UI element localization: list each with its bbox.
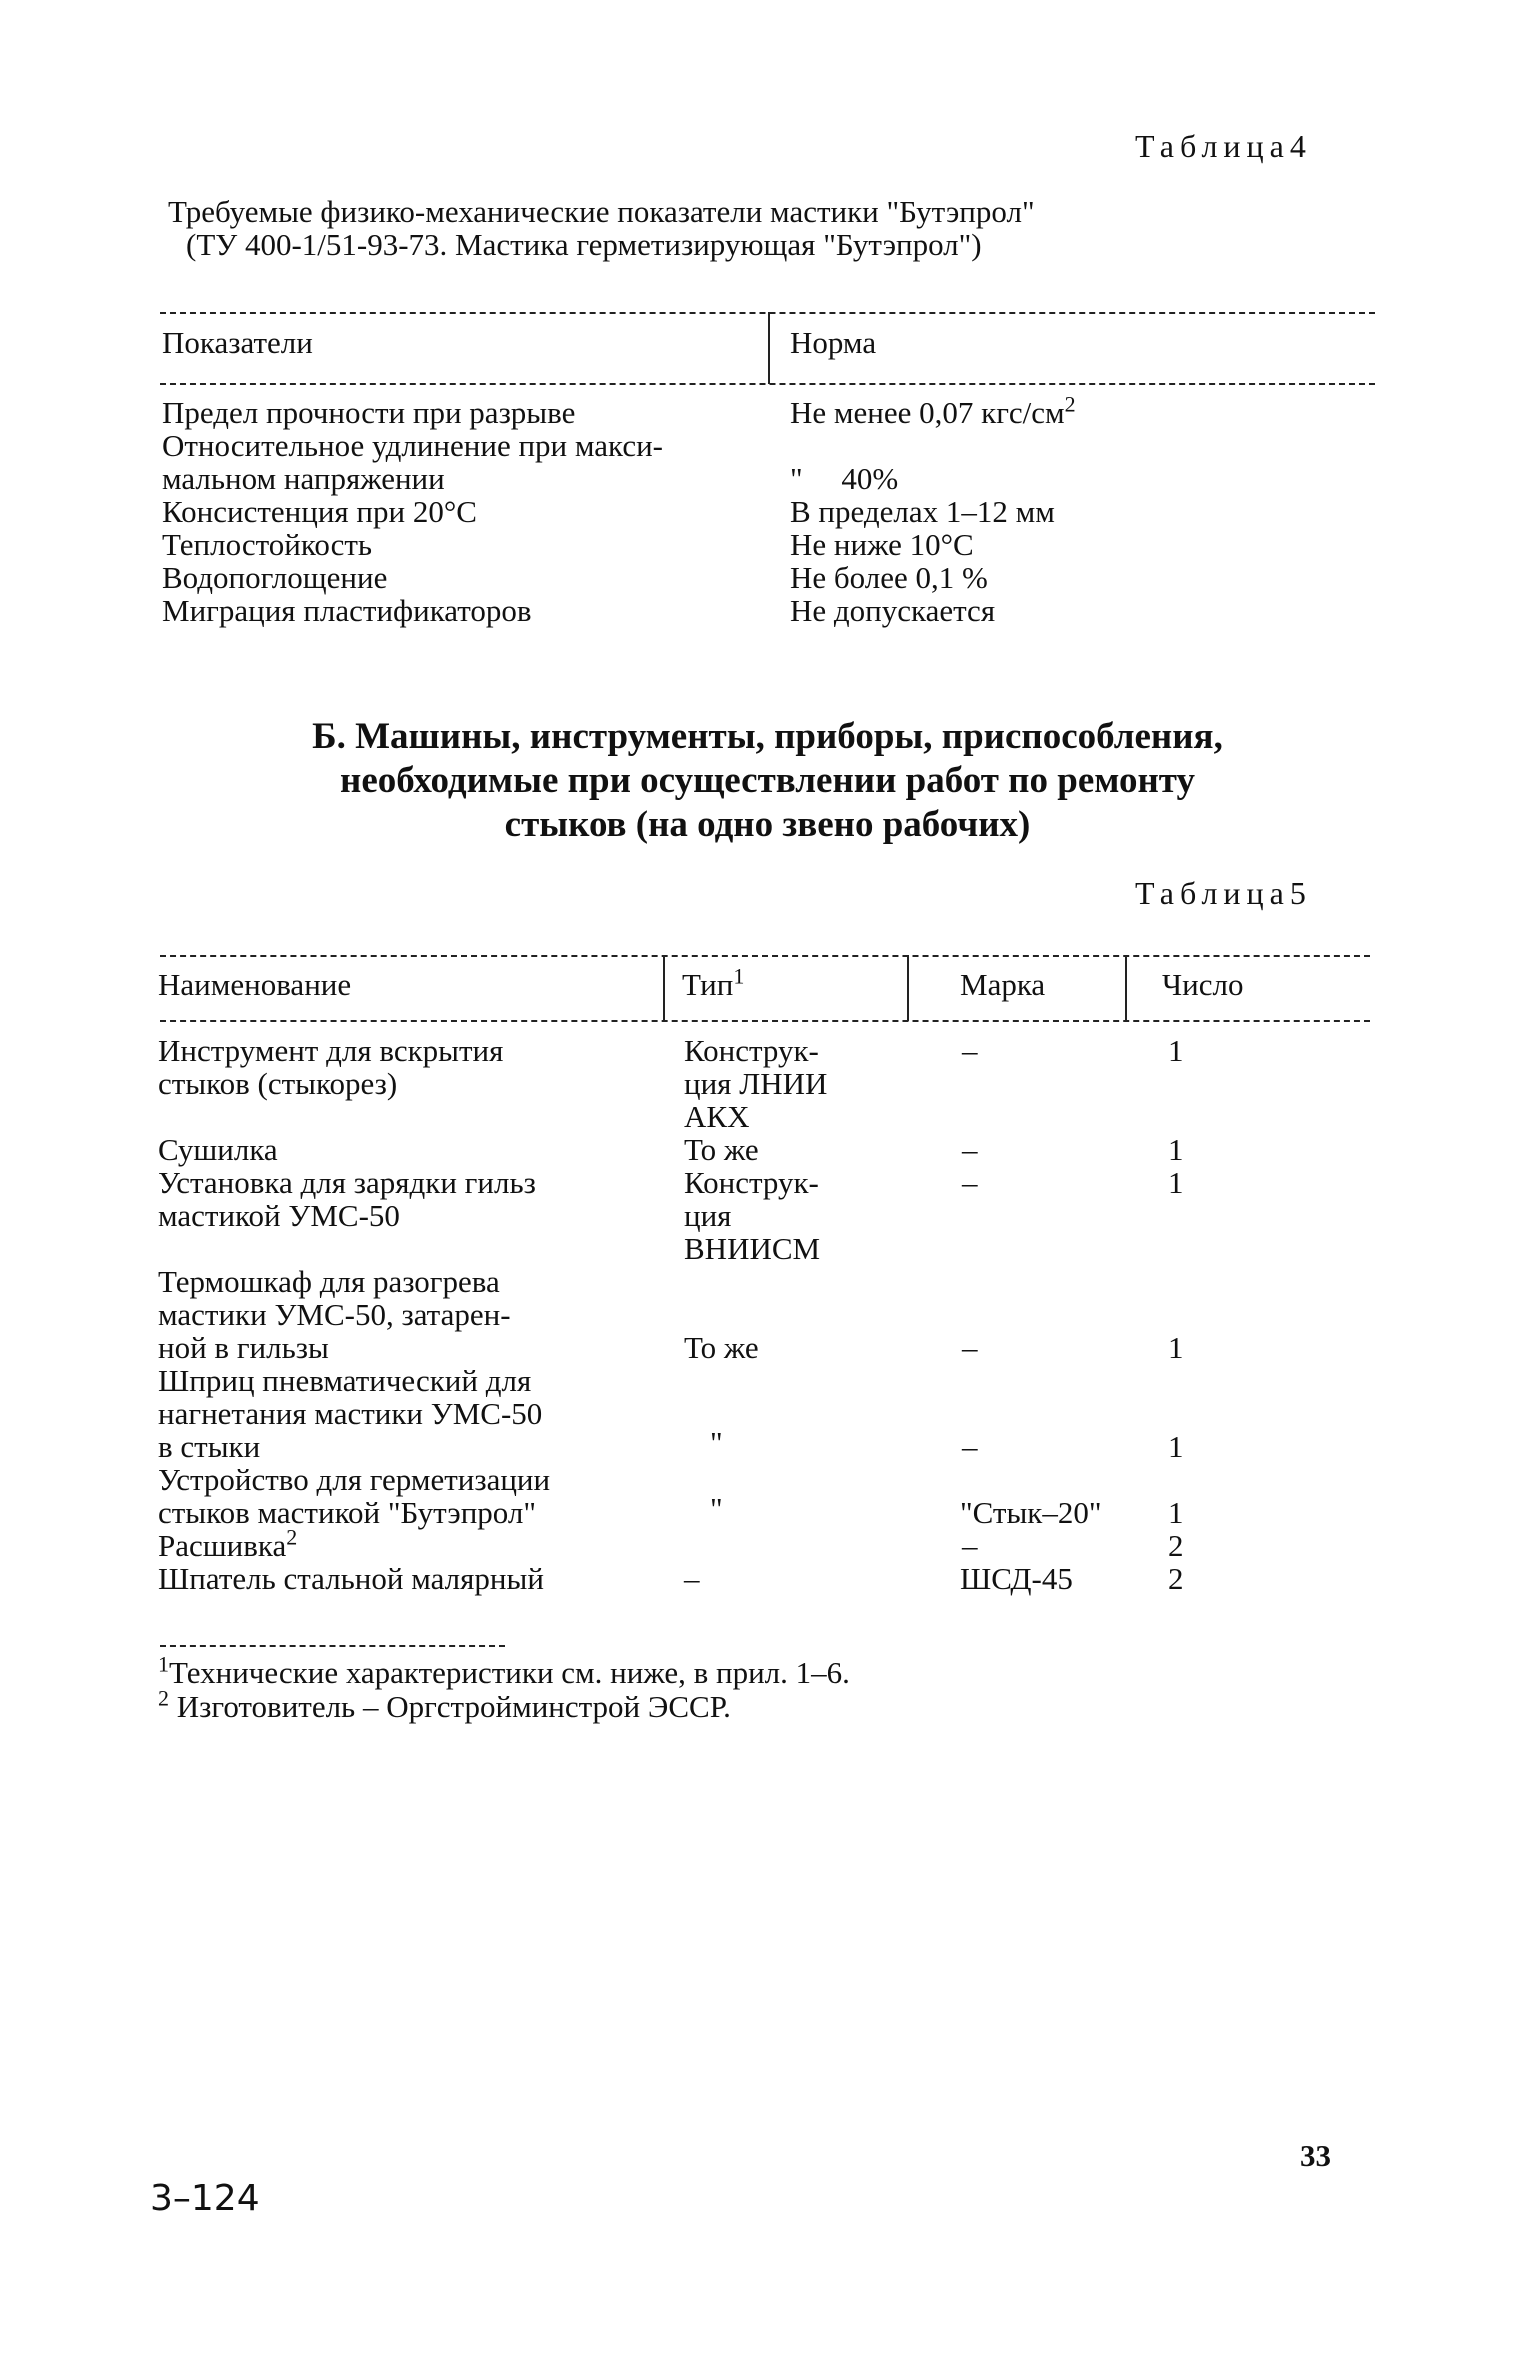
- table5-cell-count: 1: [1168, 1330, 1184, 1365]
- table5-cell-brand: "Стык–20": [960, 1495, 1102, 1530]
- table5-cell-count: 1: [1168, 1429, 1184, 1464]
- table4-row-name: Консистенция при 20°С: [162, 494, 477, 529]
- table4-column-divider: [768, 312, 770, 384]
- table5-cell-name: Шпатель стальной малярный: [158, 1561, 544, 1596]
- table5-cell-count: 1: [1168, 1165, 1184, 1200]
- section-b-title-line3: стыков (на одно звено рабочих): [504, 804, 1031, 845]
- table5-header-brand: Марка: [960, 967, 1046, 1002]
- table5-cell-type: ВНИИСМ: [684, 1231, 821, 1266]
- table5-cell-name: Термошкаф для разогрева: [158, 1264, 500, 1299]
- table5-cell-brand: –: [962, 1330, 978, 1365]
- document-code: 3–124: [150, 2178, 260, 2219]
- table5-cell-name: мастикой УМС-50: [158, 1198, 400, 1233]
- table5-cell-type: ": [710, 1425, 723, 1460]
- table5-cell-type: То же: [684, 1132, 759, 1167]
- table5-cell-brand: –: [962, 1132, 978, 1167]
- table5-divider-1: [663, 955, 665, 1021]
- table4-row-name: Предел прочности при разрыве: [162, 395, 576, 430]
- table4-title-line2: (ТУ 400-1/51-93-73. Мастика герметизирующая "Бутэпрол"): [186, 227, 982, 262]
- footnote-rule: [160, 1645, 505, 1647]
- table5-cell-name: Сушилка: [158, 1132, 278, 1167]
- table5-header-name: Наименование: [158, 967, 352, 1002]
- table5-cell-count: 2: [1168, 1528, 1184, 1563]
- table5-cell-brand: ШСД-45: [960, 1561, 1073, 1596]
- table5-divider-2: [907, 955, 909, 1021]
- table5-cell-name: Установка для зарядки гильз: [158, 1165, 536, 1200]
- table5-cell-brand: –: [962, 1033, 978, 1068]
- table4-row-norm: " 40%: [790, 461, 899, 496]
- table5-top-rule: [160, 955, 1370, 957]
- footnote-2: $^2$ Изготовитель – Оргстройминстрой ЭССР.: [158, 1685, 731, 1724]
- table4-row-norm: Не ниже 10°С: [790, 527, 974, 562]
- table4-header-norm: Норма: [790, 325, 877, 360]
- table5-cell-name: стыков мастикой "Бутэпрол": [158, 1495, 537, 1530]
- table5-cell-brand: –: [962, 1528, 978, 1563]
- table5-cell-type: Конструк-: [684, 1165, 819, 1200]
- table5-cell-type: ": [710, 1491, 723, 1526]
- table5-cell-type: Конструк-: [684, 1033, 819, 1068]
- section-b-title-line2: необходимые при осуществлении работ по ремонту: [340, 760, 1195, 801]
- table5-cell-name: Инструмент для вскрытия: [158, 1033, 504, 1068]
- table5-cell-count: 1: [1168, 1495, 1184, 1530]
- table5-header-rule: [160, 1020, 1370, 1022]
- table5-cell-type: АКХ: [684, 1099, 750, 1134]
- table4-row-norm: В пределах 1–12 мм: [790, 494, 1055, 529]
- footnote-1: $^1$Технические характеристики см. ниже, в прил. 1–6.: [158, 1651, 850, 1690]
- table5-divider-3: [1125, 955, 1127, 1021]
- table5-cell-name: стыков (стыкорез): [158, 1066, 398, 1101]
- section-b-title-line1: Б. Машины, инструменты, приборы, приспособления,: [312, 716, 1223, 757]
- table5-cell-brand: –: [962, 1429, 978, 1464]
- table4-row-name: мальном напряжении: [162, 461, 445, 496]
- table5-cell-name: Расшивка$^2$: [158, 1524, 298, 1563]
- table4-row-norm: Не допускается: [790, 593, 996, 628]
- table5-cell-name: Устройство для герметизации: [158, 1462, 551, 1497]
- table5-cell-name: мастики УМС-50, затарен-: [158, 1297, 511, 1332]
- table5-cell-name: Шприц пневматический для: [158, 1363, 532, 1398]
- table4-row-name: Миграция пластификаторов: [162, 593, 532, 628]
- table5-cell-brand: –: [962, 1165, 978, 1200]
- table4-row-name: Водопоглощение: [162, 560, 388, 595]
- table4-row-name: Теплостойкость: [162, 527, 373, 562]
- table4-title-line1: Требуемые физико-механические показатели мастики "Бутэпрол": [168, 194, 1035, 229]
- table5-cell-count: 2: [1168, 1561, 1184, 1596]
- table5-cell-name: нагнетания мастики УМС-50: [158, 1396, 543, 1431]
- table4-header-indicator: Показатели: [162, 325, 313, 360]
- table5-cell-type: То же: [684, 1330, 759, 1365]
- table5-cell-type: ция ЛНИИ: [684, 1066, 828, 1101]
- table4-row-name: Относительное удлинение при макси-: [162, 428, 664, 463]
- table5-cell-name: в стыки: [158, 1429, 261, 1464]
- table5-cell-name: ной в гильзы: [158, 1330, 329, 1365]
- table4-row-norm: Не более 0,1 %: [790, 560, 988, 595]
- table5-header-count: Число: [1162, 967, 1244, 1002]
- table4-label: Таблица4: [1135, 128, 1312, 164]
- table5-cell-count: 1: [1168, 1132, 1184, 1167]
- table4-header-rule: [160, 383, 1375, 385]
- table5-cell-count: 1: [1168, 1033, 1184, 1068]
- page-number: 33: [1300, 2138, 1331, 2173]
- table4-row-norm: Не менее 0,07 кгс/см$^2$: [790, 391, 1076, 430]
- table5-cell-type: –: [684, 1561, 700, 1596]
- table5-label: Таблица5: [1135, 875, 1312, 911]
- table5-header-type: Тип$^1$: [682, 963, 745, 1002]
- table5-cell-type: ция: [684, 1198, 732, 1233]
